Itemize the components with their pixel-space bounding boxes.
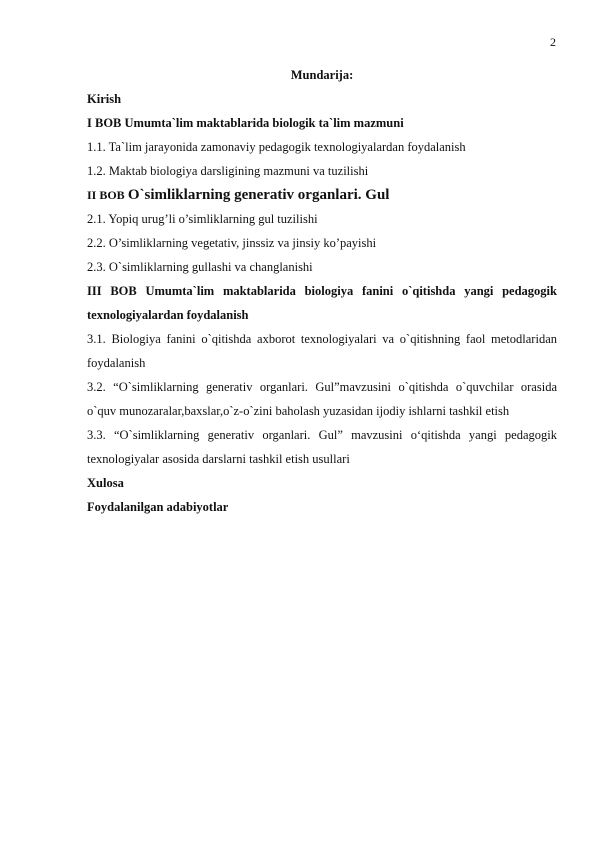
toc-conclusion: Xulosa <box>87 476 124 490</box>
page-number: 2 <box>550 35 556 49</box>
section-3-2: 3.2. “O`simliklarning generativ organlari. Gul”mavzusini o`qitishda o`quvchilar orasida o`quv munozaralar,baxslar,o`z-o`zini baholash yuzasidan ijodiy ishlarni tashkil etish <box>87 380 557 418</box>
section-1-1: 1.1. Ta`lim jarayonida zamonaviy pedagogik texnologiyalardan foydalanish <box>87 140 466 154</box>
chapter-1-title: I BOB Umumta`lim maktablarida biologik ta`lim mazmuni <box>87 116 404 130</box>
chapter-3-title: III BOB Umumta`lim maktablarida biologiya fanini o`qitishda yangi pedagogik texnologiyalardan foydalanish <box>87 284 557 322</box>
section-3-1: 3.1. Biologiya fanini o`qitishda axborot texnologiyalari va o`qitishning faol metodlaridan foydalanish <box>87 332 557 370</box>
toc-title: Mundarija: <box>290 68 354 82</box>
toc-intro: Kirish <box>87 92 122 106</box>
section-3-3: 3.3. “O`simliklarning generativ organlari. Gul” mavzusini o‘qitishda yangi pedagogik texnologiyalar asosida darslarni tashkil etish usullari <box>87 428 557 466</box>
toc-references: Foydalanilgan adabiyotlar <box>87 500 229 514</box>
chapter-2-name: O`simliklarning generativ organlari. Gul <box>127 187 390 203</box>
chapter-2-prefix: II BOB <box>87 188 125 202</box>
table-of-contents <box>87 63 557 519</box>
section-2-3: 2.3. O`simliklarning gullashi va changlanishi <box>87 260 313 274</box>
section-1-2: 1.2. Maktab biologiya darsligining mazmuni va tuzilishi <box>87 164 369 178</box>
section-2-2: 2.2. O’simliklarning vegetativ, jinssiz va jinsiy ko’payishi <box>87 236 377 250</box>
section-2-1: 2.1. Yopiq urug’li o’simliklarning gul tuzilishi <box>87 212 318 226</box>
chapter-2-title <box>87 183 557 207</box>
